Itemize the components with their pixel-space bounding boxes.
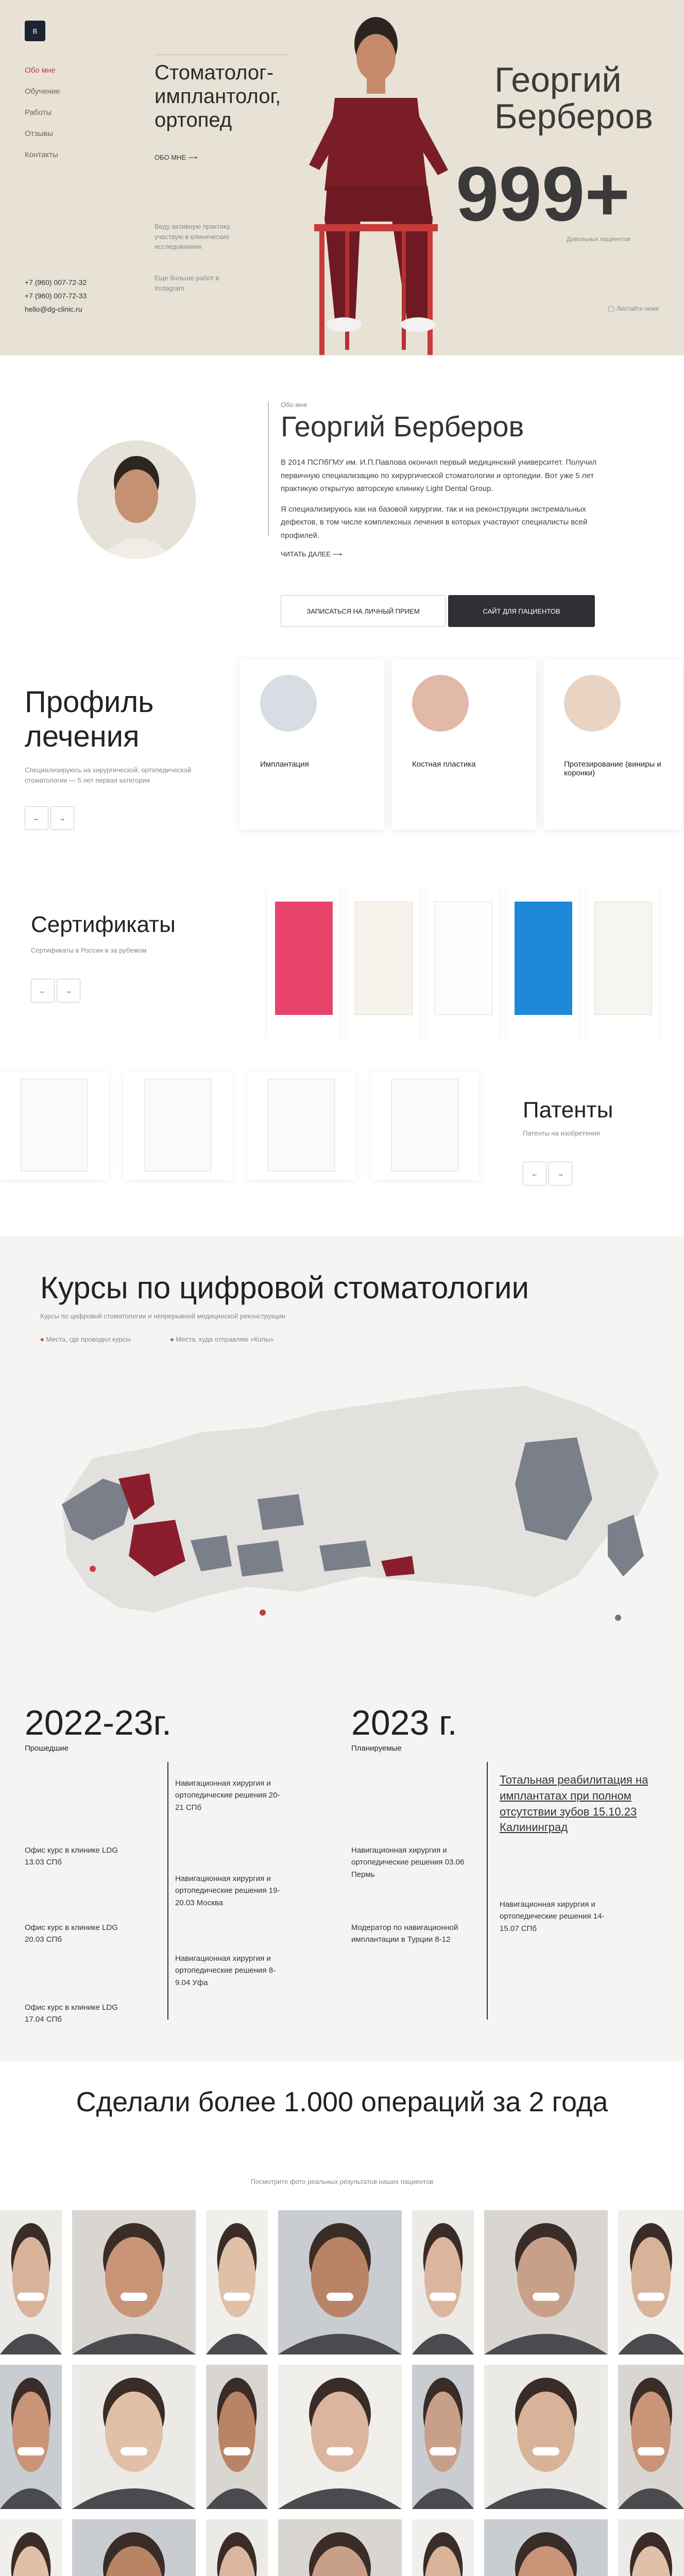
nav-item-works[interactable]: Работы: [25, 108, 52, 117]
profile-card-label: Протезирование (виниры и коронки): [564, 760, 661, 777]
timeline-year: 2022-23г.: [25, 1703, 172, 1742]
smile-image: [412, 675, 469, 732]
patient-photo: [484, 2365, 608, 2509]
patent-image: [391, 1079, 458, 1172]
hero-note: Еще больше работ в Instagram: [155, 274, 219, 292]
patient-photo: [206, 2210, 268, 2354]
operations-section: [0, 2061, 684, 2576]
patient-photo: [0, 2519, 62, 2576]
phone-link[interactable]: +7 (960) 007-72-32: [25, 278, 87, 286]
timeline-line: [487, 1762, 488, 2020]
map-legend-item: [170, 1334, 274, 1345]
patents-section: [0, 1041, 684, 1236]
course-item: Офис курс в клинике LDG 20.03 СПб: [25, 1923, 118, 1944]
patient-photo: [618, 2519, 684, 2576]
arrow-right-icon: →: [59, 814, 66, 822]
hero-contacts: [25, 278, 87, 318]
about-paragraph: Я специализируюсь как на базовой хирургии, так и на реконструкции экстремальных дефектов, в том числе комплексных лечения в которых участвуют специалисты всей профилей.: [281, 504, 588, 540]
legend-label: Места, где проводил курсы: [46, 1335, 131, 1343]
certificate-card[interactable]: [348, 886, 420, 1041]
phone-link[interactable]: +7 (960) 007-72-33: [25, 292, 87, 300]
legend-label: Места, куда отправляю «Колы»: [176, 1335, 274, 1343]
legend-marker-icon: ●: [40, 1335, 46, 1343]
patent-image: [268, 1079, 335, 1172]
patients-counter: 999+: [456, 150, 630, 237]
patent-card[interactable]: [124, 1072, 232, 1180]
about-name: Георгий Берберов: [281, 410, 524, 443]
certificate-image: [355, 902, 413, 1015]
certificates-subtitle: Сертификаты в России и за рубежом: [31, 946, 147, 954]
prev-arrow-button[interactable]: [523, 1162, 546, 1185]
course-item: Офис курс в клинике LDG 17.04 СПб: [25, 2003, 118, 2024]
profile-card[interactable]: [391, 659, 536, 829]
doctor-avatar: [77, 440, 196, 559]
read-more-link[interactable]: [281, 550, 342, 558]
timeline-year: 2023 г.: [351, 1703, 457, 1742]
logo[interactable]: В: [25, 21, 45, 41]
timeline-status: Планируемые: [351, 1744, 402, 1753]
nav-item-reviews[interactable]: Отзывы: [25, 129, 53, 138]
patient-photo: [72, 2519, 196, 2576]
timeline-line: [167, 1762, 168, 2020]
course-item: Навигационная хирургия и ортопедические решения 14-15.07 СПб: [500, 1900, 605, 1933]
patents-subtitle: Патенты на изобретения: [523, 1129, 600, 1137]
patient-photo: [206, 2365, 268, 2509]
course-item: Навигационная хирургия и ортопедические решения 8-9.04 Уфа: [175, 1954, 276, 1987]
patient-photo: [72, 2365, 196, 2509]
arrow-right-icon: →: [65, 987, 72, 995]
profile-card-label: Имплантация: [260, 760, 309, 769]
patient-photo: [0, 2365, 62, 2509]
scroll-hint-label: Листайте ниже: [616, 305, 659, 312]
certificate-card[interactable]: [587, 886, 659, 1041]
hero-section: [0, 0, 684, 355]
prev-arrow-button[interactable]: [31, 979, 55, 1003]
nav-item-about[interactable]: Обо мне: [25, 66, 56, 75]
next-arrow-button[interactable]: [50, 806, 74, 830]
patent-card[interactable]: [0, 1072, 108, 1180]
patient-photo: [484, 2519, 608, 2576]
profile-card-label: Костная пластика: [412, 760, 476, 769]
veneer-image: [564, 675, 621, 732]
scroll-hint: [608, 304, 659, 313]
certificates-slider: [258, 886, 684, 1041]
implant-image: [260, 675, 317, 732]
course-item: Навигационная хирургия и ортопедические решения 19-20.03 Москва: [175, 1874, 280, 1907]
certificates-title: Сертификаты: [31, 912, 176, 937]
about-link[interactable]: [155, 154, 197, 162]
next-arrow-button[interactable]: [57, 979, 80, 1003]
doctor-photo: [278, 15, 474, 355]
counter-caption: Довольных пациентов: [567, 235, 630, 243]
certificates-section: [0, 886, 684, 1041]
profile-card[interactable]: [543, 659, 682, 829]
patent-card[interactable]: [247, 1072, 355, 1180]
certificate-image: [435, 902, 492, 1015]
about-text: [281, 456, 610, 542]
certificate-image: [515, 902, 572, 1015]
certificate-image: [275, 902, 333, 1015]
read-more-label: ЧИТАТЬ ДАЛЕЕ: [281, 550, 331, 558]
certificate-image: [594, 902, 652, 1015]
arrow-left-icon: ←: [531, 1170, 538, 1178]
nav-item-education[interactable]: Обучение: [25, 87, 60, 96]
hero-note: Веду активную практику, участвую в клинических исследованиях: [155, 223, 231, 250]
certificate-card[interactable]: [507, 886, 579, 1041]
patient-photo: [0, 2210, 62, 2354]
operations-title: Сделали более 1.000 операций за 2 года: [76, 2087, 608, 2117]
course-item: Навигационная хирургия и ортопедические решения 20-21 СПб: [175, 1779, 280, 1812]
patient-photo: [278, 2210, 402, 2354]
patents-title: Патенты: [523, 1097, 613, 1123]
arrow-left-icon: ←: [33, 814, 40, 822]
divider: [268, 402, 269, 536]
about-section: [0, 355, 684, 639]
profile-section: [0, 639, 684, 886]
hero-last-name: Берберов: [494, 97, 654, 137]
course-item: Навигационная хирургия и ортопедические решения 03.06 Пермь: [351, 1846, 465, 1879]
patient-photo: [412, 2210, 474, 2354]
hero-subtitle: Стоматолог-имплантолог, ортопед: [155, 61, 281, 131]
patent-image: [21, 1079, 88, 1172]
next-arrow-button[interactable]: [549, 1162, 572, 1185]
patient-site-button[interactable]: [448, 595, 595, 627]
certificate-card[interactable]: [427, 886, 500, 1041]
patient-photo: [412, 2365, 474, 2509]
patent-image: [144, 1079, 211, 1172]
course-item: Офис курс в клинике LDG 13.03 СПб: [25, 1846, 118, 1867]
email-link[interactable]: hello@dg-clinic.ru: [25, 305, 82, 313]
profile-card[interactable]: [240, 659, 384, 829]
scroll-icon: ◯: [608, 305, 617, 312]
profile-subtitle: Специализируюсь на хирургической, ортопедической стоматологии — 5 лет первая категория: [25, 766, 192, 784]
certificate-card[interactable]: [268, 886, 340, 1041]
about-label: Обо мне: [281, 401, 307, 409]
course-item[interactable]: Тотальная реабилитация на имплантатах при полном отсутствии зубов 15.10.23 Калининград: [500, 1773, 648, 1834]
patient-photo: [206, 2519, 268, 2576]
about-paragraph: В 2014 ПСПбГМУ им. И.П.Павлова окончил первый медицинский университет. Получил первичную специализацию по хирургической стоматологии и ортопедии. Вот уже 5 лет практикую открытую авторскую клинику Light Dental Group.: [281, 458, 597, 493]
patient-photo: [412, 2519, 474, 2576]
avatar-image: [77, 440, 196, 559]
patient-photo: [278, 2365, 402, 2509]
nav-item-contacts[interactable]: Контакты: [25, 150, 58, 159]
patent-card[interactable]: [371, 1072, 479, 1180]
hero-name: [494, 62, 653, 135]
timeline-status: Прошедшие: [25, 1744, 69, 1753]
patient-photo: [484, 2210, 608, 2354]
arrow-right-icon: ⟶: [332, 550, 343, 558]
prev-arrow-button[interactable]: [25, 806, 48, 830]
about-link-label: ОБО МНЕ: [155, 154, 186, 161]
consult-button-label: ЗАПИСАТЬСЯ НА ЛИЧНЫЙ ПРИЕМ: [306, 607, 420, 615]
courses-subtitle: Курсы по цифровой стоматологии и непрерывной медицинской реконструкции: [40, 1312, 286, 1320]
arrow-right-icon: ⟶: [187, 154, 198, 161]
patient-photo: [72, 2210, 196, 2354]
courses-section: [0, 1236, 684, 2061]
main-nav: [25, 66, 60, 172]
patient-photo: [278, 2519, 402, 2576]
course-item: Модератор по навигационной имплантации в Турции 8-12: [351, 1923, 458, 1944]
patient-site-button-label: САЙТ ДЛЯ ПАЦИЕНТОВ: [483, 607, 560, 615]
arrow-right-icon: →: [557, 1170, 564, 1178]
hero-first-name: Георгий: [494, 60, 622, 99]
operations-subtitle: Посмотрите фото реальных результатов наших пациентов: [250, 2178, 434, 2185]
courses-title: Курсы по цифровой стоматологии: [40, 1270, 529, 1305]
arrow-left-icon: ←: [39, 987, 46, 995]
patient-photo: [618, 2365, 684, 2509]
profile-title: Профиль лечения: [25, 685, 154, 753]
map-legend-item: [40, 1334, 131, 1345]
legend-marker-icon: ●: [170, 1335, 176, 1343]
russia-map: [31, 1370, 670, 1659]
consult-button[interactable]: [281, 595, 446, 627]
patient-photo: [618, 2210, 684, 2354]
